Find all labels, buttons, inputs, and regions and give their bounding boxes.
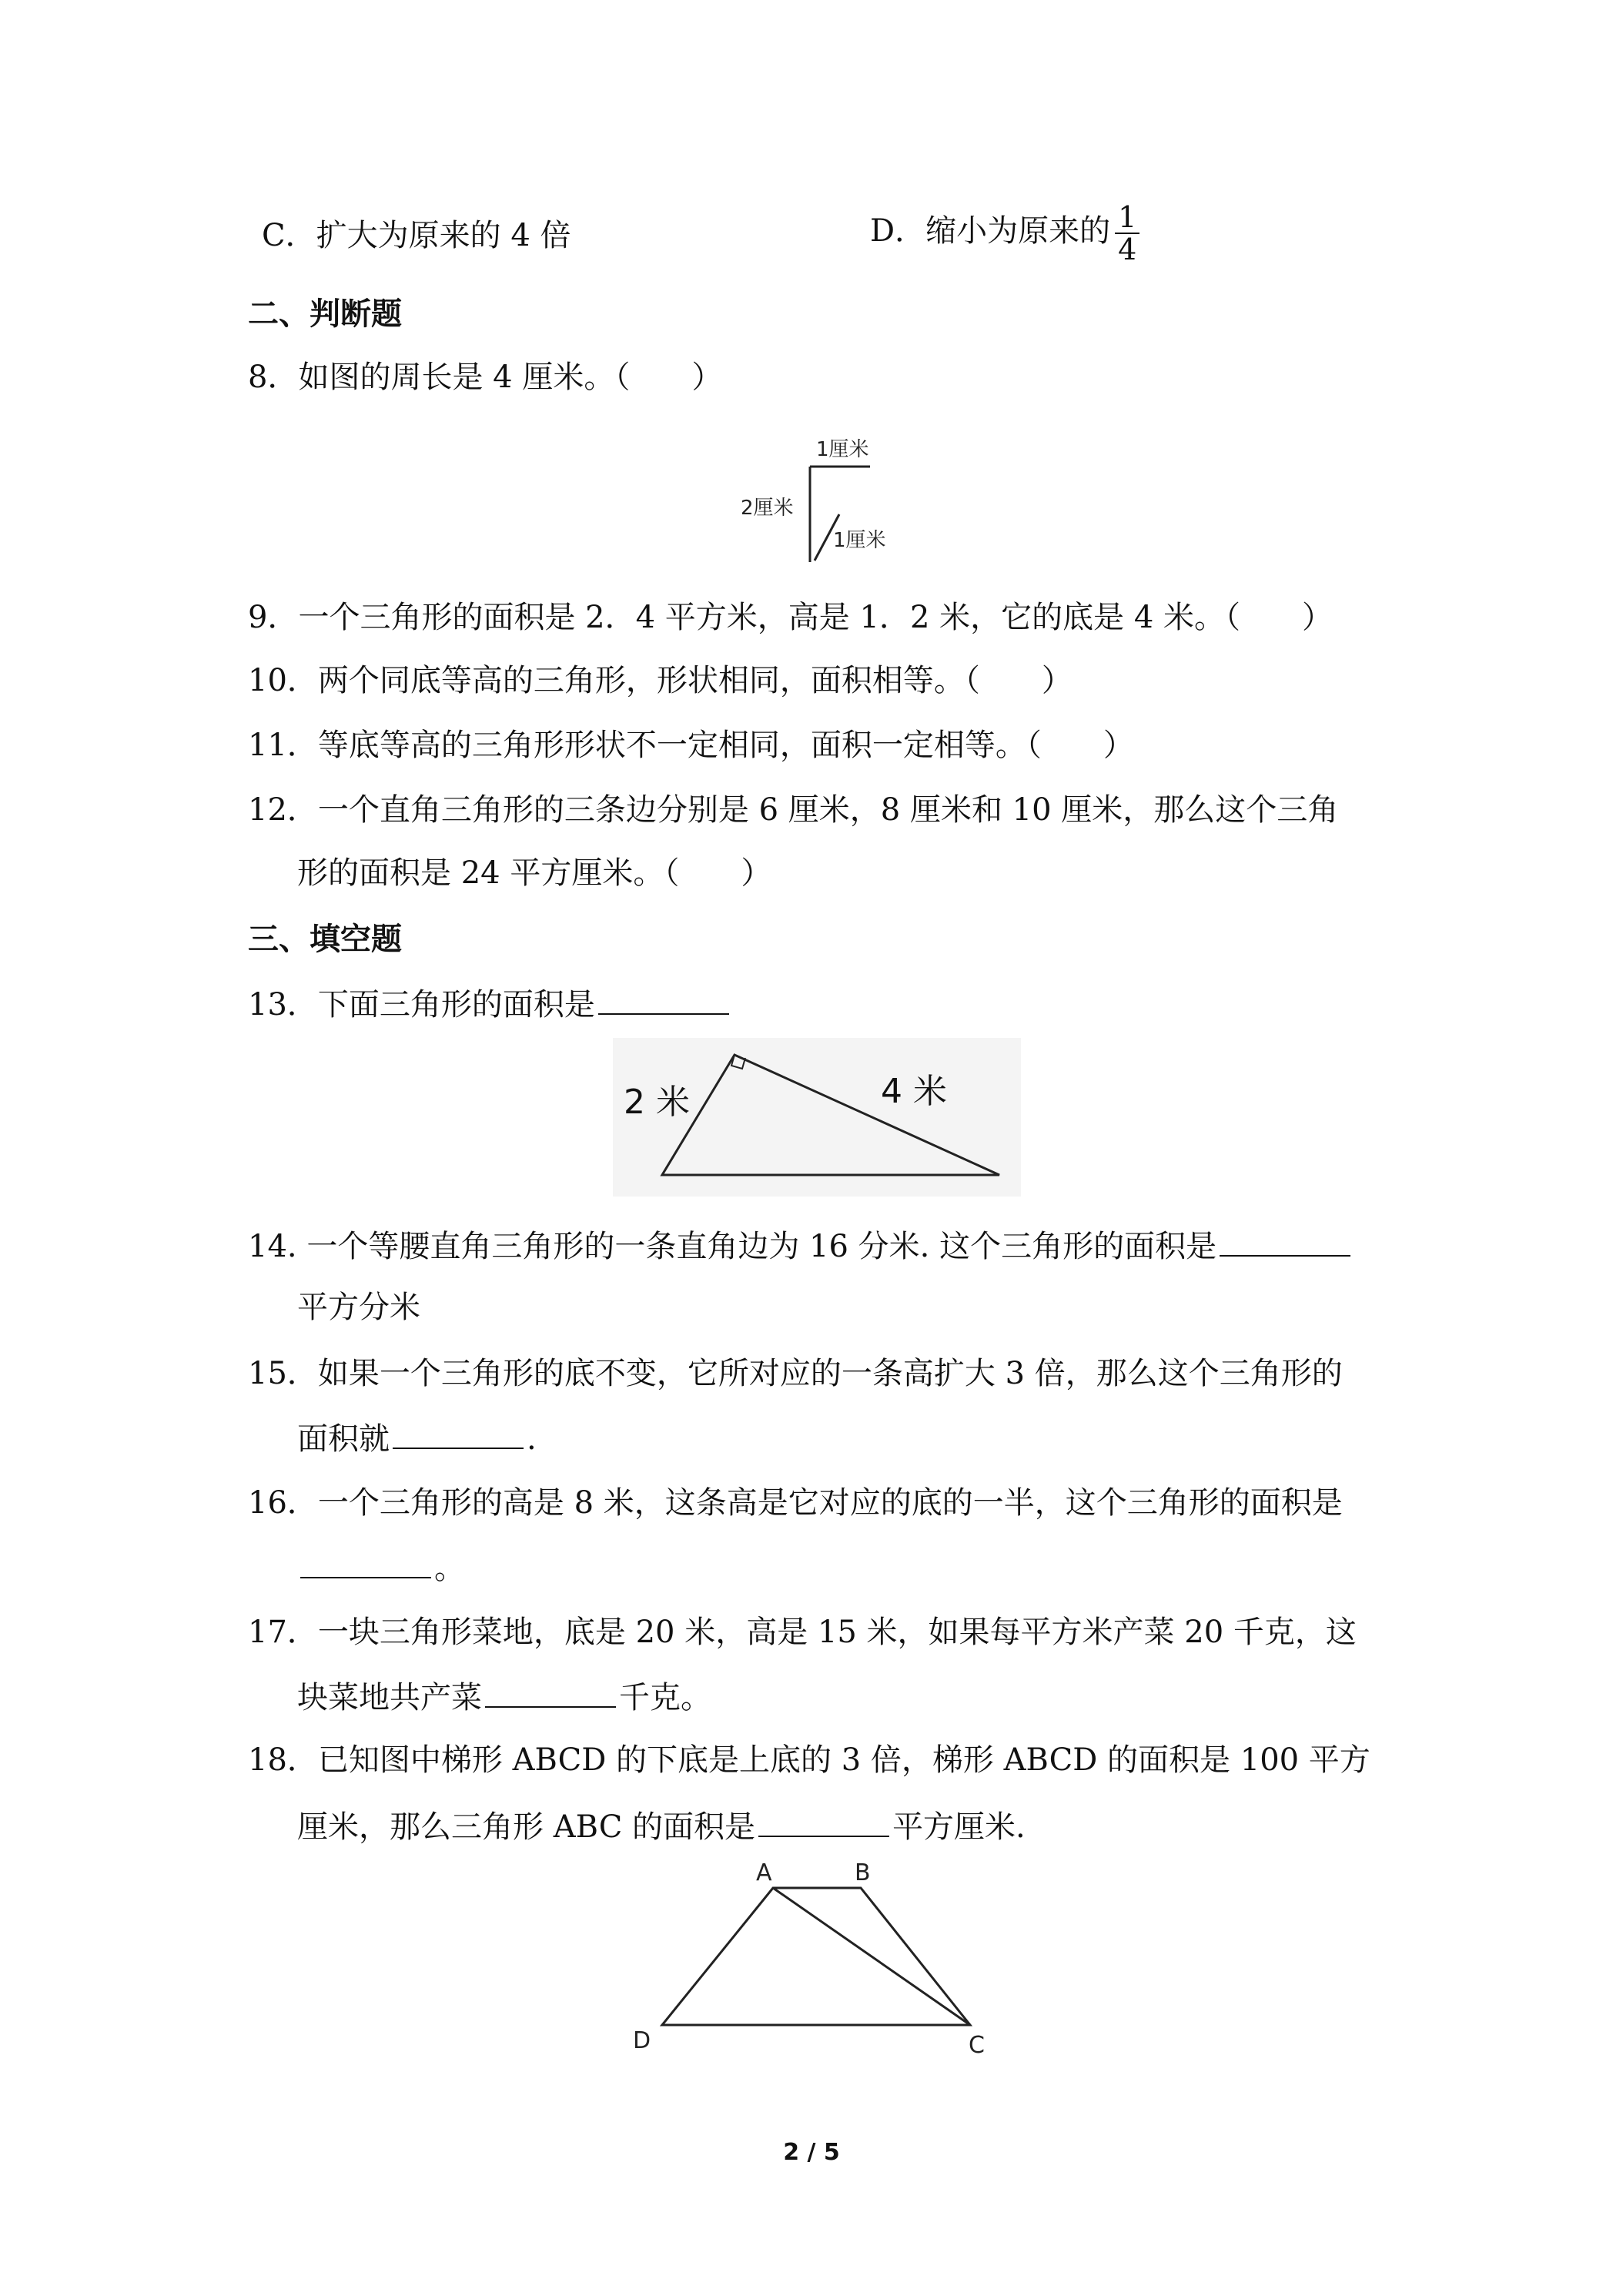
q13-label-right: 4 米 bbox=[881, 1072, 947, 1111]
question-12-line-1: 12．一个直角三角形的三条边分别是 6 厘米，8 厘米和 10 厘米，那么这个三角 bbox=[248, 792, 1339, 828]
answer-blank bbox=[758, 1805, 889, 1837]
question-18-prefix: 厘米，那么三角形 ABC 的面积是 bbox=[297, 1809, 756, 1845]
question-17-prefix: 块菜地共产菜 bbox=[297, 1680, 482, 1715]
trapezoid-abcd bbox=[662, 1888, 970, 2025]
question-15-prefix: 面积就 bbox=[297, 1421, 390, 1457]
section-fill-blank-title: 三、填空题 bbox=[248, 921, 402, 957]
question-16-suffix: 。 bbox=[434, 1551, 465, 1586]
question-10: 10．两个同底等高的三角形，形状相同，面积相等。（ ） bbox=[248, 663, 1073, 698]
question-8: 8．如图的周长是 4 厘米。（ ） bbox=[248, 360, 723, 395]
option-c: C．扩大为原来的 4 倍 bbox=[262, 218, 571, 253]
trapezoid-abcd-figure bbox=[624, 1854, 1009, 2070]
question-17-line-1: 17．一块三角形菜地，底是 20 米，高是 15 米，如果每平方米产菜 20 千克，这 bbox=[248, 1615, 1357, 1650]
question-16-line-2 bbox=[297, 1546, 465, 1588]
vertex-d-label: D bbox=[633, 2027, 651, 2054]
answer-blank bbox=[598, 982, 729, 1015]
diagonal-ac bbox=[773, 1888, 970, 2025]
question-12-line-2: 形的面积是 24 平方厘米。（ ） bbox=[297, 855, 772, 891]
question-11: 11．等底等高的三角形形状不一定相同，面积一定相等。（ ） bbox=[248, 728, 1134, 763]
vertex-c-label: C bbox=[969, 2032, 985, 2059]
vertex-b-label: B bbox=[855, 1859, 871, 1886]
question-15-line-2 bbox=[297, 1417, 537, 1459]
q13-triangle-figure bbox=[613, 1038, 1021, 1197]
question-13-text: 13．下面三角形的面积是 bbox=[248, 987, 595, 1022]
question-14-text: 14. 一个等腰直角三角形的一条直角边为 16 分米. 这个三角形的面积是 bbox=[248, 1229, 1217, 1264]
question-18-line-2 bbox=[297, 1805, 1026, 1847]
question-18-line-1: 18．已知图中梯形 ABCD 的下底是上底的 3 倍，梯形 ABCD 的面积是 100 平方 bbox=[248, 1742, 1370, 1778]
page-number: 2 / 5 bbox=[783, 2139, 840, 2166]
question-18-suffix: 平方厘米. bbox=[892, 1809, 1026, 1845]
question-17-line-2 bbox=[297, 1675, 711, 1718]
question-15-line-1: 15．如果一个三角形的底不变，它所对应的一条高扩大 3 倍，那么这个三角形的 bbox=[248, 1356, 1343, 1391]
fraction-denominator: 4 bbox=[1118, 233, 1137, 266]
vertex-a-label: A bbox=[756, 1859, 772, 1886]
fraction-numerator: 1 bbox=[1115, 202, 1139, 234]
question-13 bbox=[248, 982, 732, 1025]
answer-blank bbox=[393, 1417, 524, 1449]
option-d-text: D．缩小为原来的 bbox=[870, 213, 1111, 249]
answer-blank bbox=[485, 1675, 616, 1708]
question-16-line-1: 16．一个三角形的高是 8 米，这条高是它对应的底的一半，这个三角形的面积是 bbox=[248, 1485, 1343, 1521]
question-14-line-1 bbox=[248, 1224, 1354, 1267]
option-d bbox=[870, 202, 1139, 265]
answer-blank bbox=[300, 1546, 431, 1578]
question-14-line-2: 平方分米 bbox=[297, 1290, 420, 1325]
question-17-suffix: 千克。 bbox=[619, 1680, 711, 1715]
fraction-one-quarter bbox=[1115, 202, 1139, 265]
q13-label-left: 2 米 bbox=[624, 1083, 690, 1122]
q8-label-left: 2厘米 bbox=[741, 497, 794, 520]
question-15-suffix: . bbox=[527, 1421, 537, 1457]
q8-label-right: 1厘米 bbox=[833, 529, 886, 552]
answer-blank bbox=[1220, 1224, 1350, 1257]
question-9: 9．一个三角形的面积是 2．4 平方米，高是 1．2 米，它的底是 4 米。（ ） bbox=[248, 600, 1333, 635]
q8-label-top: 1厘米 bbox=[816, 438, 869, 461]
q8-figure bbox=[739, 430, 909, 568]
section-judgement-title: 二、判断题 bbox=[248, 296, 402, 332]
